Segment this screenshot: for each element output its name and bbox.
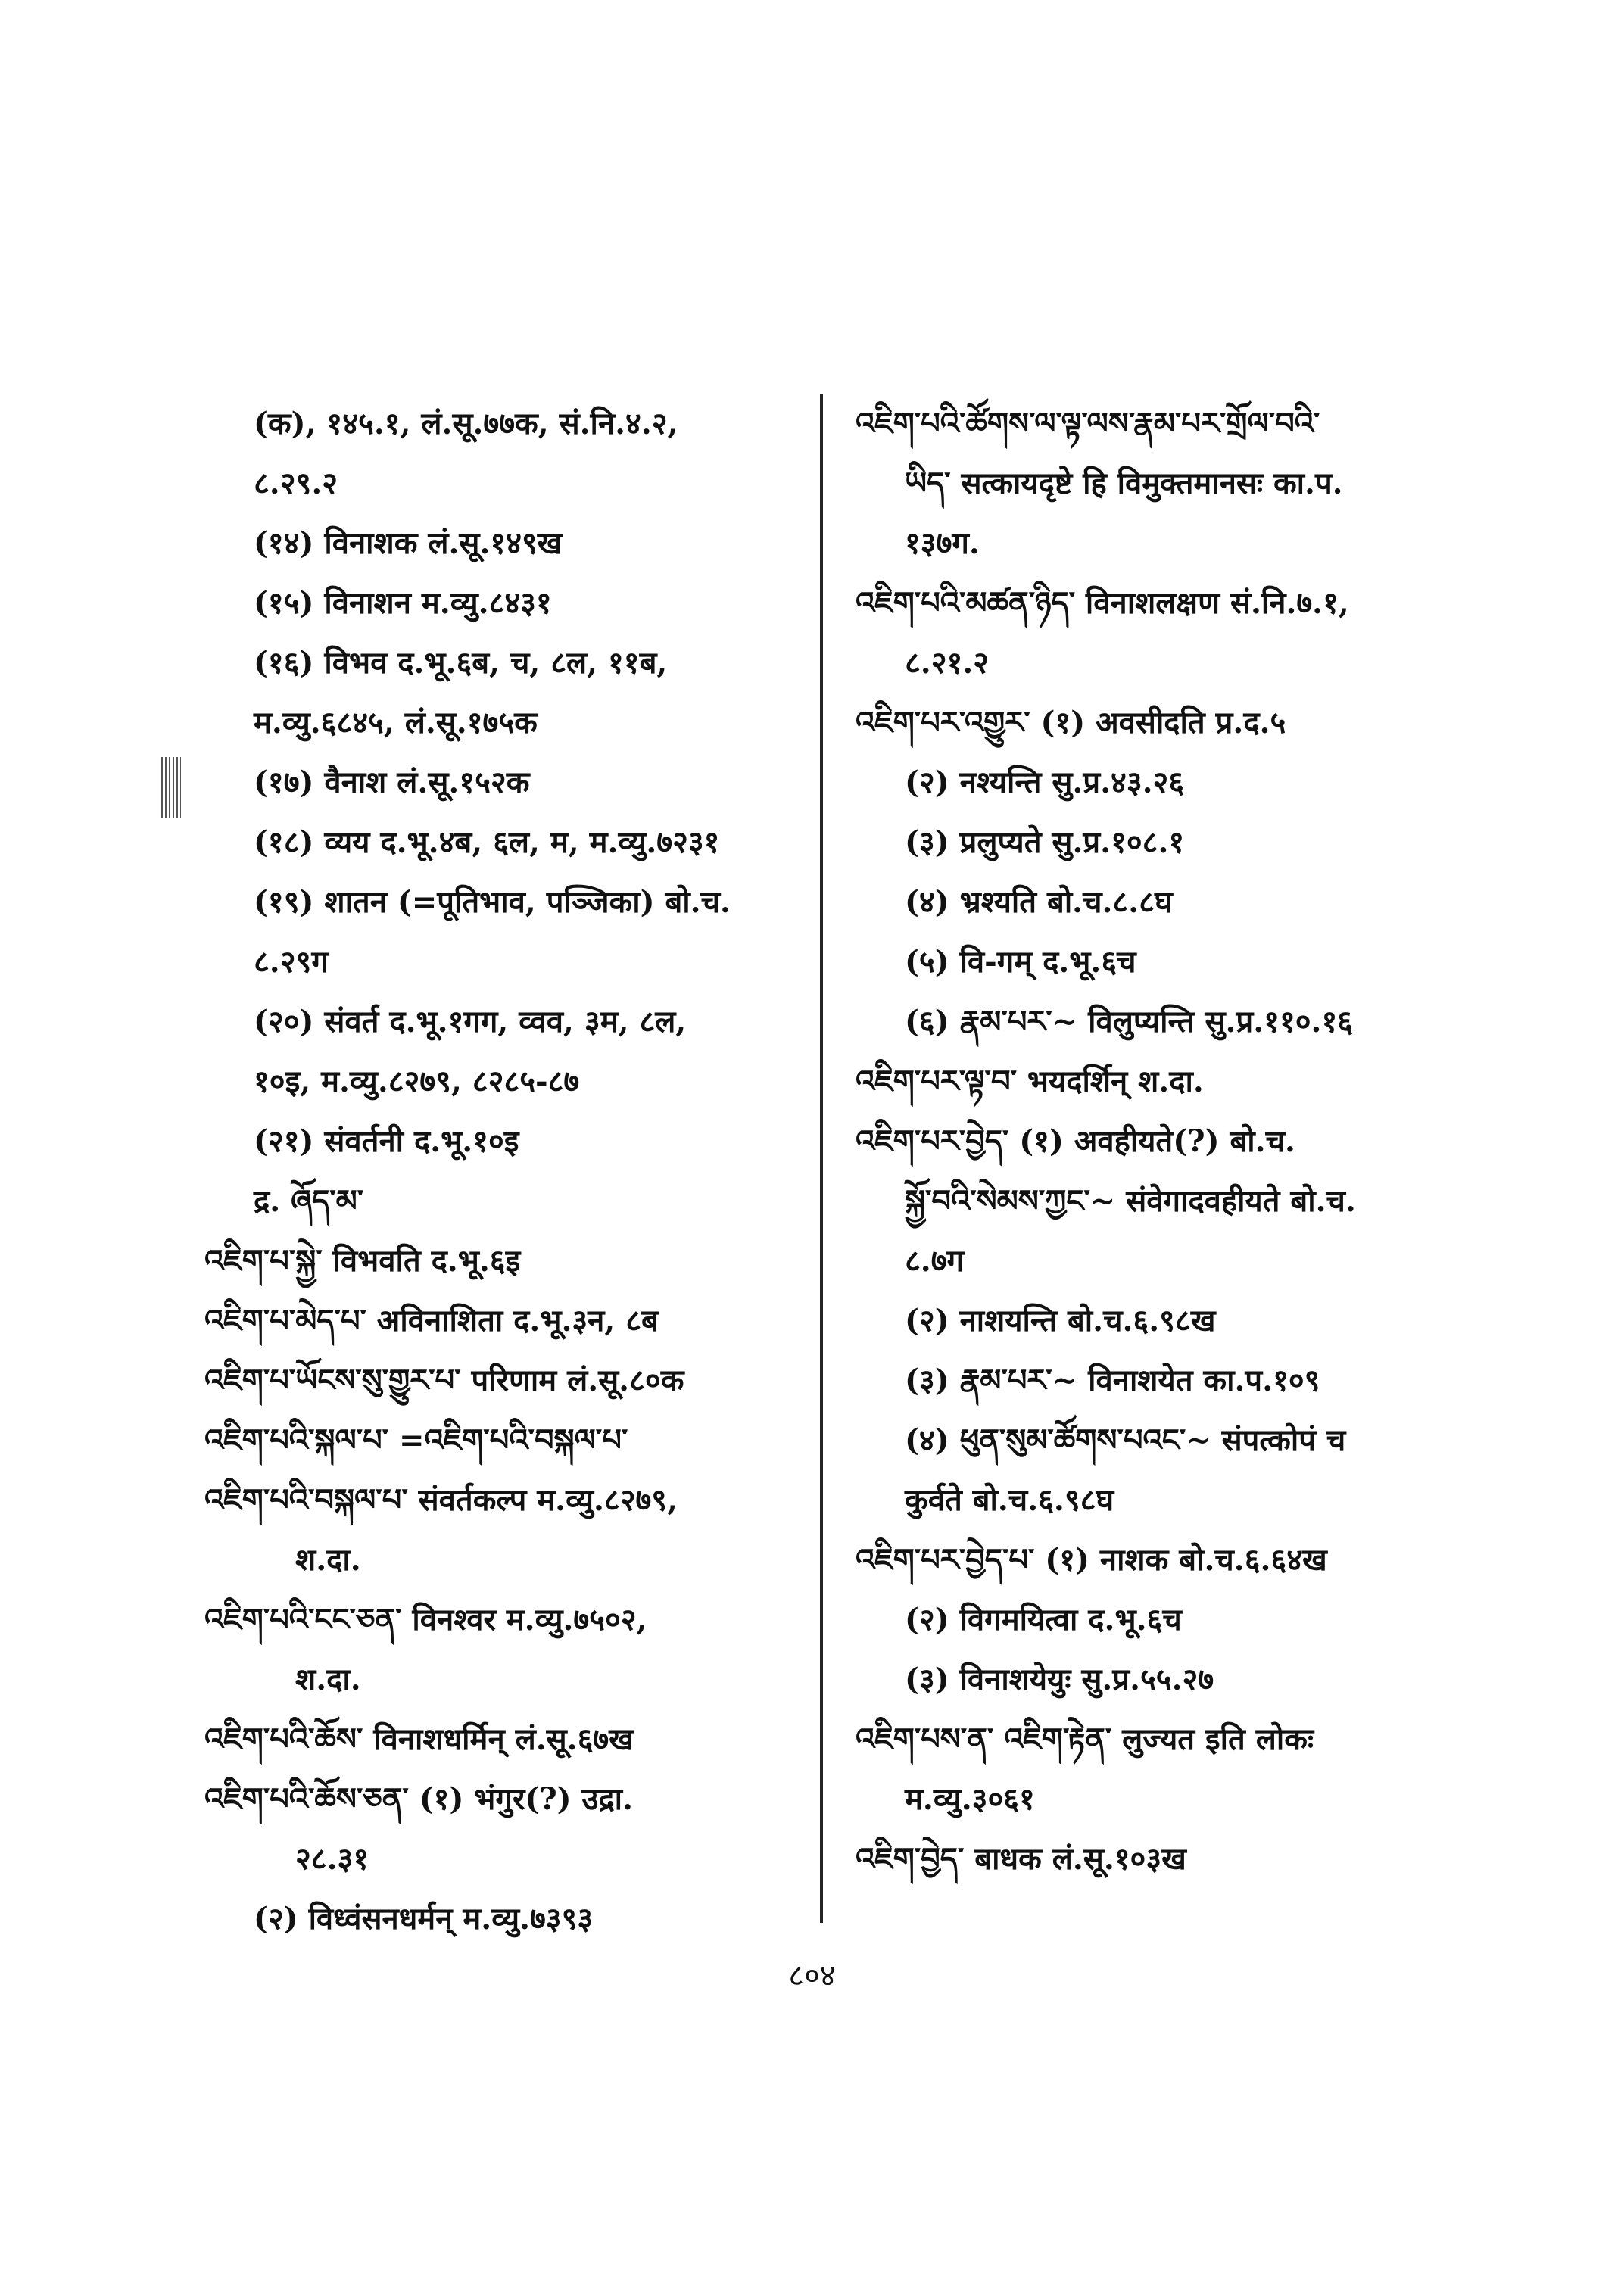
entry-line: ८.२९ग [254,944,329,980]
entry-line: (२) विगमयित्वा द.भू.६च [905,1602,1182,1637]
entry-line: (१५) विनाशन म.व्यु.८४३१ [254,585,552,621]
entry-line: ८.२१.२ [905,645,990,681]
entry-line: འཇིག་པ་མེད་པ་ अविनाशिता द.भू.३न, ८ब [204,1303,659,1338]
entry-line: (१६) विभव द.भू.६ब, च, ८ल, ११ब, [254,645,668,681]
entry-line: (१७) वैनाश लं.सू.१५२क [254,765,530,800]
entry-line: ८.७ग [905,1243,965,1279]
entry-line: (६) རྣམ་པར་~ विलुप्यन्ति सु.प्र.११०.१६ [905,1004,1354,1039]
entry-line: (क), १४५.१, लं.सू.७७क, सं.नि.४.२, [254,406,678,441]
entry-line: སྐྱོ་བའི་སེམས་ཀྱང་~ संवेगादवहीयते बो.च. [905,1183,1356,1219]
entry-line: श.दा. [295,1542,361,1578]
entry-line: (१९) शातन (=पूतिभाव, पञ्जिका) बो.च. [254,884,731,920]
entry-line: द्र. ཞོད་མ་ [254,1183,364,1219]
entry-line: २८.३१ [295,1841,369,1877]
entry-line: (३) विनाशयेयुः सु.प्र.५५.२७ [905,1662,1214,1697]
entry-line: ८.२९.२ [254,466,338,501]
entry-line: (२) नाशयन्ति बो.च.६.९८ख [905,1303,1216,1338]
entry-line: (१४) विनाशक लं.सू.१४९ख [254,525,563,561]
entry-line: (३) प्रलुप्यते सु.प्र.१०८.१ [905,824,1185,860]
entry-line: འཇིག་པའི་ཆོས་ विनाशधर्मिन् लं.सू.६७ख [204,1721,634,1757]
left-column [204,394,803,1949]
entry-line: १३७ग. [905,525,980,561]
entry-line: འཇིག་པར་བྱེད་ (१) अवहीयते(?) बो.च. [856,1123,1295,1159]
entry-line: १०इ, म.व्यु.८२७९, ८२८५-८७ [254,1064,580,1099]
entry-line: (२०) संवर्त द.भू.१गग, व्वव, ३म, ८ल, [254,1004,687,1039]
entry-line: (२) नश्यन्ति सु.प्र.४३.२६ [905,765,1185,800]
entry-line: (५) वि-गम् द.भू.६च [905,944,1136,980]
entry-line: (२) विध्वंसनधर्मन् म.व्यु.७३९३ [254,1901,594,1936]
entry-line: (४) भ्रश्यति बो.च.८.८घ [905,884,1173,920]
entry-line: म.व्यु.३०६१ [905,1781,1035,1817]
entry-line: ཡིད་ सत्कायदृष्टे हि विमुक्तमानसः का.प. [905,466,1343,501]
entry-line: འཇིག་པ་སྐྱེ་ विभवति द.भू.६इ [204,1243,521,1279]
entry-line: འཇིག་པའི་ཚོགས་ལ་ལྟ་ལས་རྣམ་པར་གྲོལ་བའི་ [856,406,1320,441]
entry-line: འཇིག་པར་བྱེད་པ་ (१) नाशक बो.च.६.६४ख [856,1542,1327,1578]
entry-line: འཇིག་པར་ལྟ་བ་ भयदर्शिन् श.दा. [856,1064,1204,1099]
margin-ruler-mark [161,757,181,818]
entry-line: (३) རྣམ་པར་~ विनाशयेत का.प.१०९ [905,1363,1320,1398]
page-number: ८०४ [788,1958,836,1993]
entry-line: འཇིག་བྱེད་ बाधक लं.सू.१०३ख [856,1841,1186,1877]
entry-line: འཇིག་པ་ཡོངས་སུ་གྱུར་པ་ परिणाम लं.सू.८०क [204,1363,684,1398]
column-divider [820,394,823,1923]
entry-line: འཇིག་པའི་མཚན་ཉིད་ विनाशलक्षण सं.नि.७.१, [856,585,1349,621]
entry-line: श.दा. [295,1662,361,1697]
entry-line: འཇིག་པར་འགྱུར་ (१) अवसीदति प्र.द.५ [856,705,1286,740]
entry-line: (४) ཕུན་སུམ་ཚོགས་པའང་~ संपत्कोपं च [905,1422,1346,1458]
entry-line: འཇིག་པའི་ཆོས་ཅན་ (१) भंगुर(?) उद्रा. [204,1781,633,1817]
entry-line: འཇིག་པའི་སྐལ་པ་ =འཇིག་པའི་བསྐལ་པ་ [204,1422,628,1458]
entry-line: (१८) व्यय द.भू.४ब, ६ल, म, म.व्यु.७२३१ [254,824,720,860]
entry-line: འཇིག་པས་ན་ འཇིག་རྟེན་ लुज्यत इति लोकः [856,1721,1314,1757]
entry-line: (२१) संवर्तनी द.भू.१०इ [254,1123,519,1159]
entry-line: འཇིག་པའི་ངང་ཅན་ विनश्वर म.व्यु.७५०२, [204,1602,647,1637]
entry-line: འཇིག་པའི་བསྐལ་པ་ संवर्तकल्प म.व्यु.८२७९, [204,1482,678,1518]
right-column [856,394,1476,1889]
entry-line: कुर्वते बो.च.६.९८घ [905,1482,1114,1518]
entry-line: म.व्यु.६८४५, लं.सू.१७५क [254,705,538,740]
